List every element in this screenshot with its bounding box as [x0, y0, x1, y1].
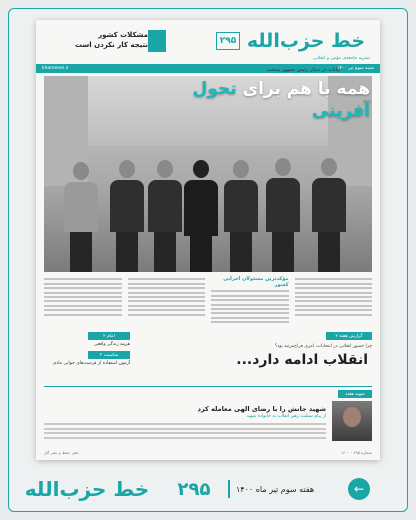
martyr-section	[44, 386, 372, 446]
photo-person	[110, 160, 144, 272]
feature-subtitle: چرا حضور انقلابی در انتخابات، امری فراخ‌مرتبه بود؟	[274, 344, 372, 349]
text-column	[128, 276, 206, 328]
masthead-accent-block	[148, 30, 166, 52]
hero-title-part1: همه با هم برای	[242, 79, 370, 99]
side-boxes	[44, 332, 130, 382]
info-site: khamenei.ir	[42, 66, 69, 71]
photo-person	[224, 160, 258, 272]
photo-person	[64, 162, 98, 272]
paper-footer	[44, 448, 372, 456]
masthead	[36, 20, 380, 72]
bottom-logo: خط حزب‌الله	[24, 477, 150, 501]
hero-title	[160, 78, 370, 122]
photo-person	[266, 158, 300, 272]
side-box-text: هزینه زندگی واقعی	[94, 342, 130, 347]
masthead-headline-line2: نتیجه کار نکردن است	[75, 41, 148, 49]
paper-footer-right: شماره ۲۹۵ · ۱۴۰۰	[340, 449, 372, 455]
martyr-tag: شهید هفته	[338, 390, 372, 398]
side-box-text: آزمون استفاده از فرصت‌های جوانی مادی	[52, 361, 130, 366]
feature-article	[136, 332, 372, 382]
text-column	[295, 276, 373, 328]
text-columns	[44, 276, 372, 328]
masthead-headline-line1: مشکلات کشور	[98, 31, 148, 39]
photo-person	[312, 158, 346, 272]
paper-footer-left: دفتر حفظ و نشر آثار	[44, 449, 79, 455]
side-box-label: امام ۲	[88, 332, 130, 340]
column-heading: مؤکدترین مسئولان اجرایی کشور	[223, 276, 289, 288]
next-button[interactable]	[348, 478, 370, 500]
hero-title-highlight: تحول آفرینی	[192, 79, 370, 121]
side-box	[44, 351, 130, 366]
issue-number: ۲۹۵	[216, 32, 240, 50]
newspaper-page	[36, 20, 380, 460]
text-column	[211, 276, 289, 328]
martyr-title: شهید جانش را با رضای الهی معامله کرد	[197, 405, 326, 413]
tagline: نشریه جامعه‌ی مؤمن و انقلابی	[312, 56, 370, 61]
martyr-subtitle: از پیام تسلیت رهبر انقلاب به خانواده شهید	[246, 414, 326, 419]
text-column	[44, 276, 122, 328]
bottom-divider	[228, 480, 230, 498]
photo-person	[184, 160, 218, 272]
arrow-left-icon: ←	[353, 482, 365, 496]
masthead-headline	[48, 30, 148, 54]
bottom-week-text: هفته سوم تیر ماه ۱۴۰۰	[236, 484, 315, 494]
martyr-body-text	[44, 421, 326, 441]
photo-person	[148, 160, 182, 272]
hero-caption: بیانات در دیدار رئیس جمهور منتخب	[266, 67, 340, 73]
side-box	[44, 332, 130, 347]
info-date: شنبه سوم تیر ۱۴۰۰	[337, 66, 374, 71]
side-box-label: مناسبت ۲	[88, 351, 130, 359]
newspaper-logo: خط حزب‌الله	[246, 30, 366, 52]
martyr-photo	[332, 401, 372, 441]
feature-tag: گزارش هفته ۲	[326, 332, 372, 340]
feature-title: انقلاب ادامه دارد...	[236, 352, 368, 368]
bottom-issue-number: ۲۹۵	[177, 478, 211, 500]
